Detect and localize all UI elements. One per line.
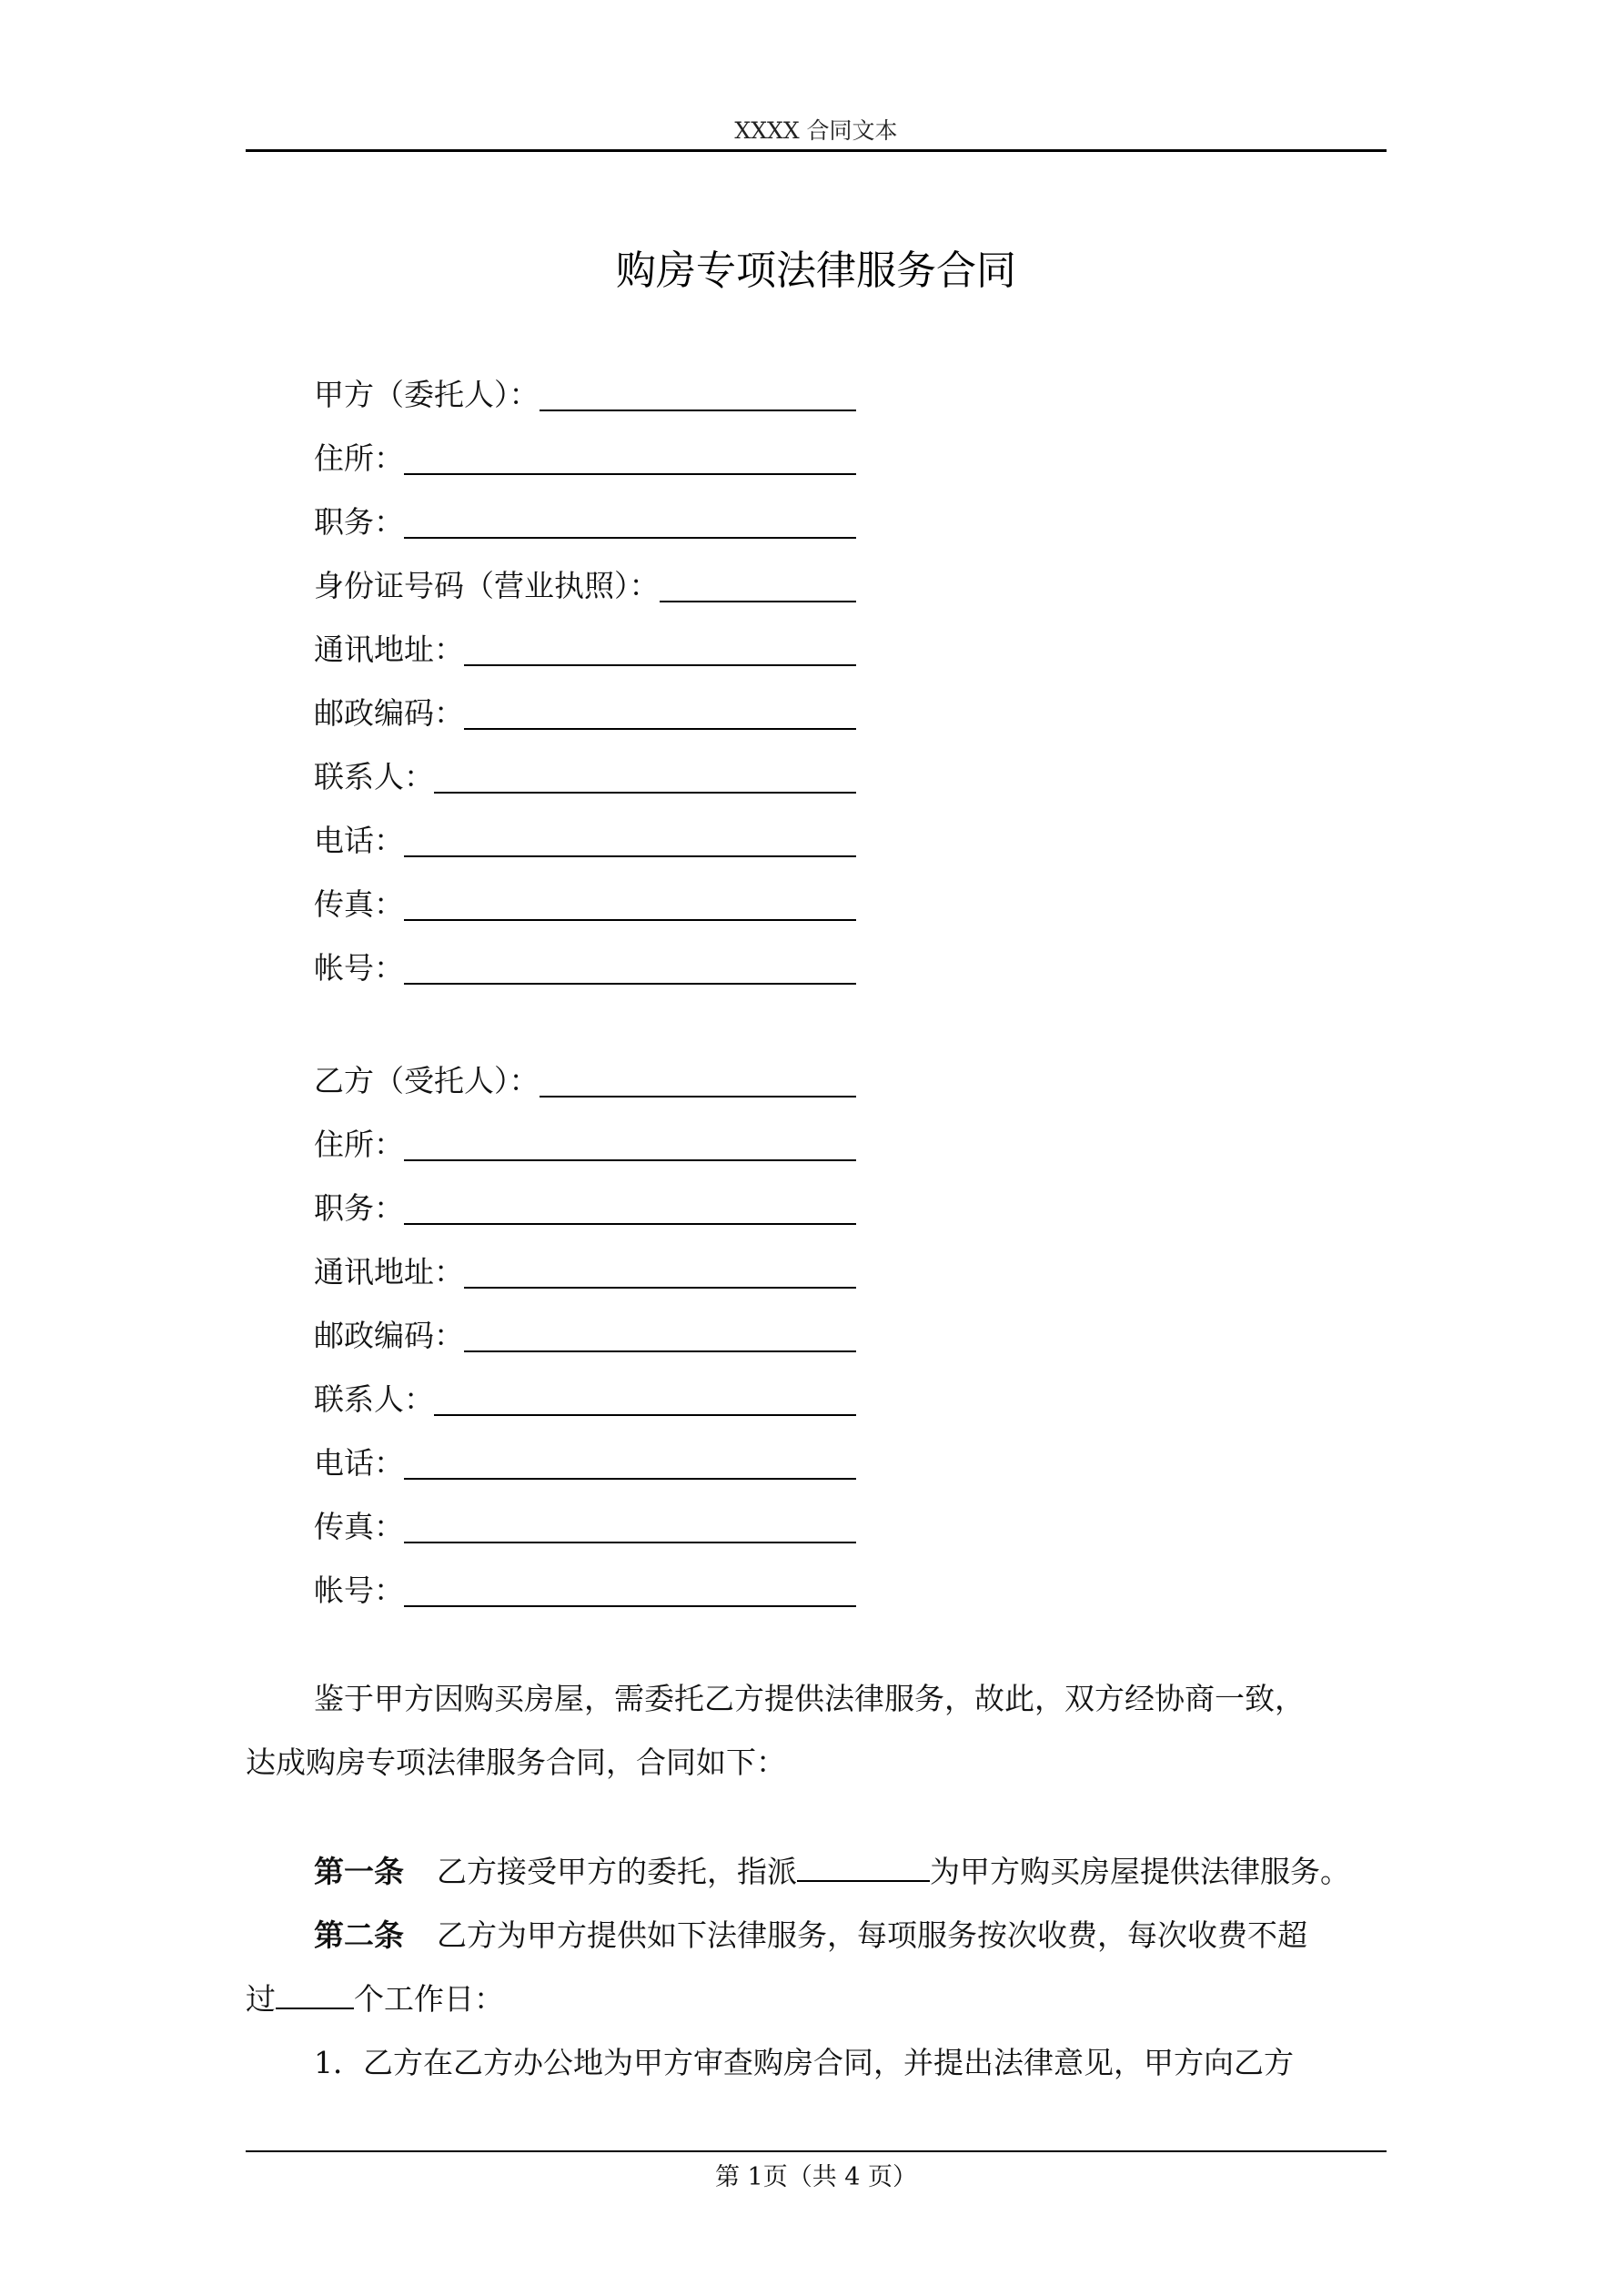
article-2-text: 乙方为甲方提供如下法律服务，每项服务按次收费，每次收费不超: [437, 1917, 1307, 1953]
fill-in-line[interactable]: [404, 1222, 856, 1225]
article-1: [246, 1840, 1455, 1904]
field-label: 联系人：: [314, 759, 434, 794]
article-1-text: 乙方接受甲方的委托，指派: [437, 1854, 797, 1889]
party-b-fax-field[interactable]: [314, 1500, 856, 1551]
article-2-heading: 第二条: [314, 1917, 404, 1953]
article-1-lawyer-blank[interactable]: [797, 1853, 930, 1882]
header-divider: [246, 149, 1387, 152]
party-a-position-field[interactable]: [314, 495, 856, 546]
field-label: 帐号：: [314, 950, 404, 986]
fill-in-line[interactable]: [464, 1350, 856, 1352]
field-label: 帐号：: [314, 1573, 404, 1608]
field-label: 电话：: [314, 1445, 404, 1481]
field-label: 邮政编码：: [314, 1318, 464, 1353]
party-a-fax-field[interactable]: [314, 877, 856, 928]
article-2-continued: [246, 1967, 1387, 2031]
party-a-address-field[interactable]: [314, 431, 856, 482]
article-2: [246, 1904, 1455, 1967]
party-a-id-field[interactable]: [314, 559, 856, 610]
article-1-heading: 第一条: [314, 1854, 404, 1889]
field-label: 通讯地址：: [314, 1254, 464, 1290]
item-1: 1．乙方在乙方办公地为甲方审查购房合同，并提出法律意见，甲方向乙方: [314, 2045, 1294, 2080]
fill-in-line[interactable]: [404, 918, 856, 921]
field-label: 传真：: [314, 1509, 404, 1544]
party-b-phone-field[interactable]: [314, 1436, 856, 1487]
page-header: XXXX 合同文本: [734, 117, 898, 144]
preamble-line-1: 鉴于甲方因购买房屋，需委托乙方提供法律服务，故此，双方经协商一致，: [314, 1681, 1305, 1716]
fill-in-line[interactable]: [464, 727, 856, 730]
fill-in-line[interactable]: [540, 1095, 857, 1097]
fill-in-line[interactable]: [464, 663, 856, 666]
preamble-line-2: 达成购房专项法律服务合同，合同如下：: [246, 1745, 786, 1780]
fill-in-line[interactable]: [404, 1158, 856, 1161]
party-a-contact-field[interactable]: [314, 750, 856, 801]
article-1-text-end: 为甲方购买房屋提供法律服务。: [930, 1854, 1350, 1889]
article-2-days-blank[interactable]: [276, 1980, 354, 2009]
fill-in-line[interactable]: [404, 1604, 856, 1607]
party-b-address-field[interactable]: [314, 1118, 856, 1168]
party-a-postcode-field[interactable]: [314, 686, 856, 737]
field-label: 通讯地址：: [314, 632, 464, 667]
field-label: 传真：: [314, 886, 404, 922]
fill-in-line[interactable]: [434, 791, 856, 794]
document-title: 购房专项法律服务合同: [616, 248, 1016, 294]
field-label: 住所：: [314, 1127, 404, 1162]
fill-in-line[interactable]: [404, 1477, 856, 1480]
party-a-account-field[interactable]: [314, 941, 856, 992]
fill-in-line[interactable]: [404, 536, 856, 539]
field-label: 住所：: [314, 440, 404, 476]
fill-in-line[interactable]: [404, 472, 856, 475]
party-b-contact-field[interactable]: [314, 1372, 856, 1423]
party-b-position-field[interactable]: [314, 1181, 856, 1232]
fill-in-line[interactable]: [404, 855, 856, 857]
fill-in-line[interactable]: [434, 1413, 856, 1416]
field-label: 联系人：: [314, 1381, 434, 1417]
party-b-account-field[interactable]: [314, 1563, 856, 1614]
page-number: 第 1页（共 4 页）: [714, 2163, 918, 2191]
field-label: 甲方（委托人）：: [314, 377, 540, 412]
party-b-name-field[interactable]: [314, 1054, 856, 1105]
article-2-text-cont: 过: [246, 1981, 276, 2017]
field-label: 身份证号码（营业执照）：: [314, 568, 660, 603]
article-2-text-end: 个工作日：: [354, 1981, 504, 2017]
field-label: 电话：: [314, 823, 404, 858]
party-a-mailing-address-field[interactable]: [314, 622, 856, 673]
fill-in-line[interactable]: [464, 1286, 856, 1289]
party-a-name-field[interactable]: [314, 368, 856, 419]
fill-in-line[interactable]: [660, 600, 857, 602]
party-b-postcode-field[interactable]: [314, 1309, 856, 1360]
fill-in-line[interactable]: [404, 982, 856, 985]
party-b-mailing-address-field[interactable]: [314, 1245, 856, 1296]
field-label: 职务：: [314, 1190, 404, 1226]
field-label: 邮政编码：: [314, 695, 464, 731]
field-label: 乙方（受托人）：: [314, 1063, 540, 1098]
party-a-phone-field[interactable]: [314, 814, 856, 865]
fill-in-line[interactable]: [540, 409, 857, 411]
field-label: 职务：: [314, 504, 404, 540]
footer-divider: [246, 2150, 1387, 2152]
fill-in-line[interactable]: [404, 1541, 856, 1543]
